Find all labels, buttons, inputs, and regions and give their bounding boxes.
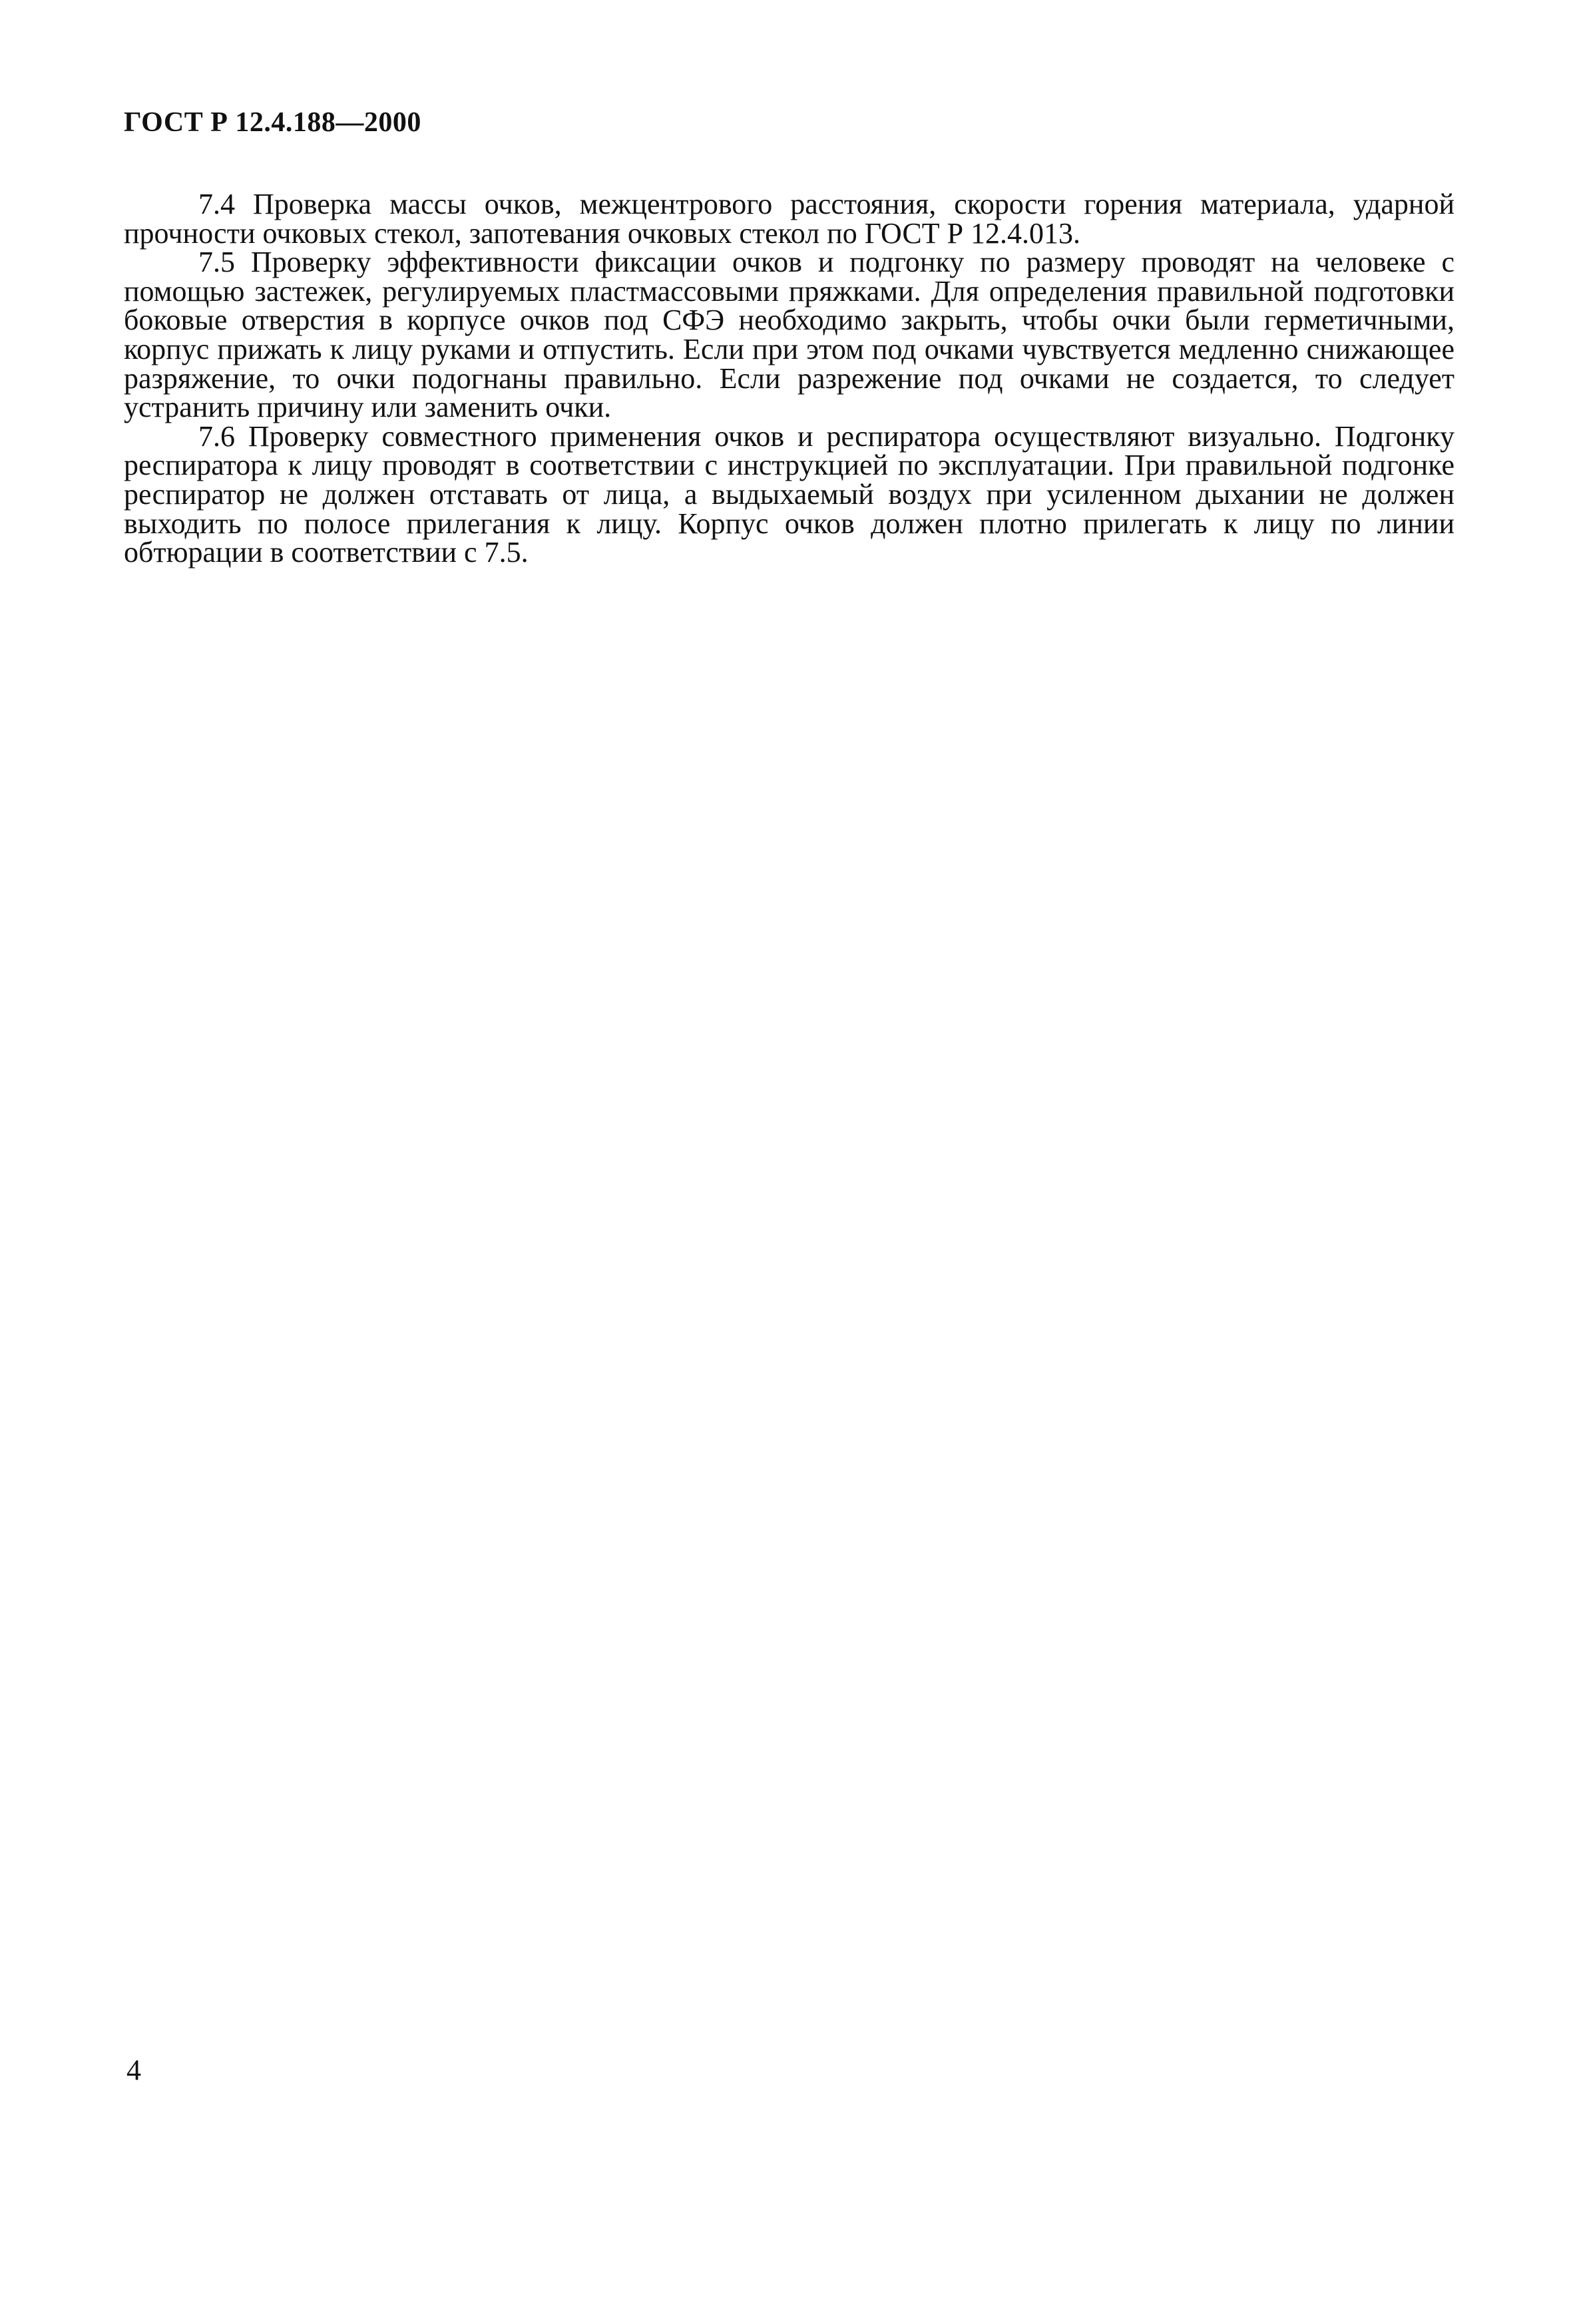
standard-code-header: ГОСТ Р 12.4.188—2000 <box>124 107 421 138</box>
page-number: 4 <box>126 2054 141 2086</box>
paragraph-7-5: 7.5 Проверку эффективности фиксации очков и подгонку по размеру проводят на человеке с помощью застежек, регулируемых пластмассовыми пряжками. Для определения правильной подготовки боковые отверстия в корпусе очков под СФЭ необходимо закрыть, чтобы очки были герметичными, корпус прижать к лицу руками и отпустить. Если при этом под очками чувствуется медленно снижающее разряжение, то очки подогнаны правильно. Если разрежение под очками не создается, то следует устранить причину или заменить очки. <box>124 246 1455 424</box>
document-body <box>124 190 1455 567</box>
paragraph-7-6: 7.6 Проверку совместного применения очков и респиратора осуществляют визуально. Подгонку респиратора к лицу проводят в соответствии с инструкцией по эксплуатации. При правильной подгонке респиратор не должен отставать от лица, а выдыхаемый воздух при усиленном дыхании не должен выходить по полосе прилегания к лицу. Корпус очков должен плотно прилегать к лицу по линии обтюрации в соответствии с 7.5. <box>124 419 1455 569</box>
paragraph-7-4: 7.4 Проверка массы очков, межцентрового расстояния, скорости горения материала, ударной прочности очковых стекол, запотевания очковых стекол по ГОСТ Р 12.4.013. <box>124 188 1455 250</box>
